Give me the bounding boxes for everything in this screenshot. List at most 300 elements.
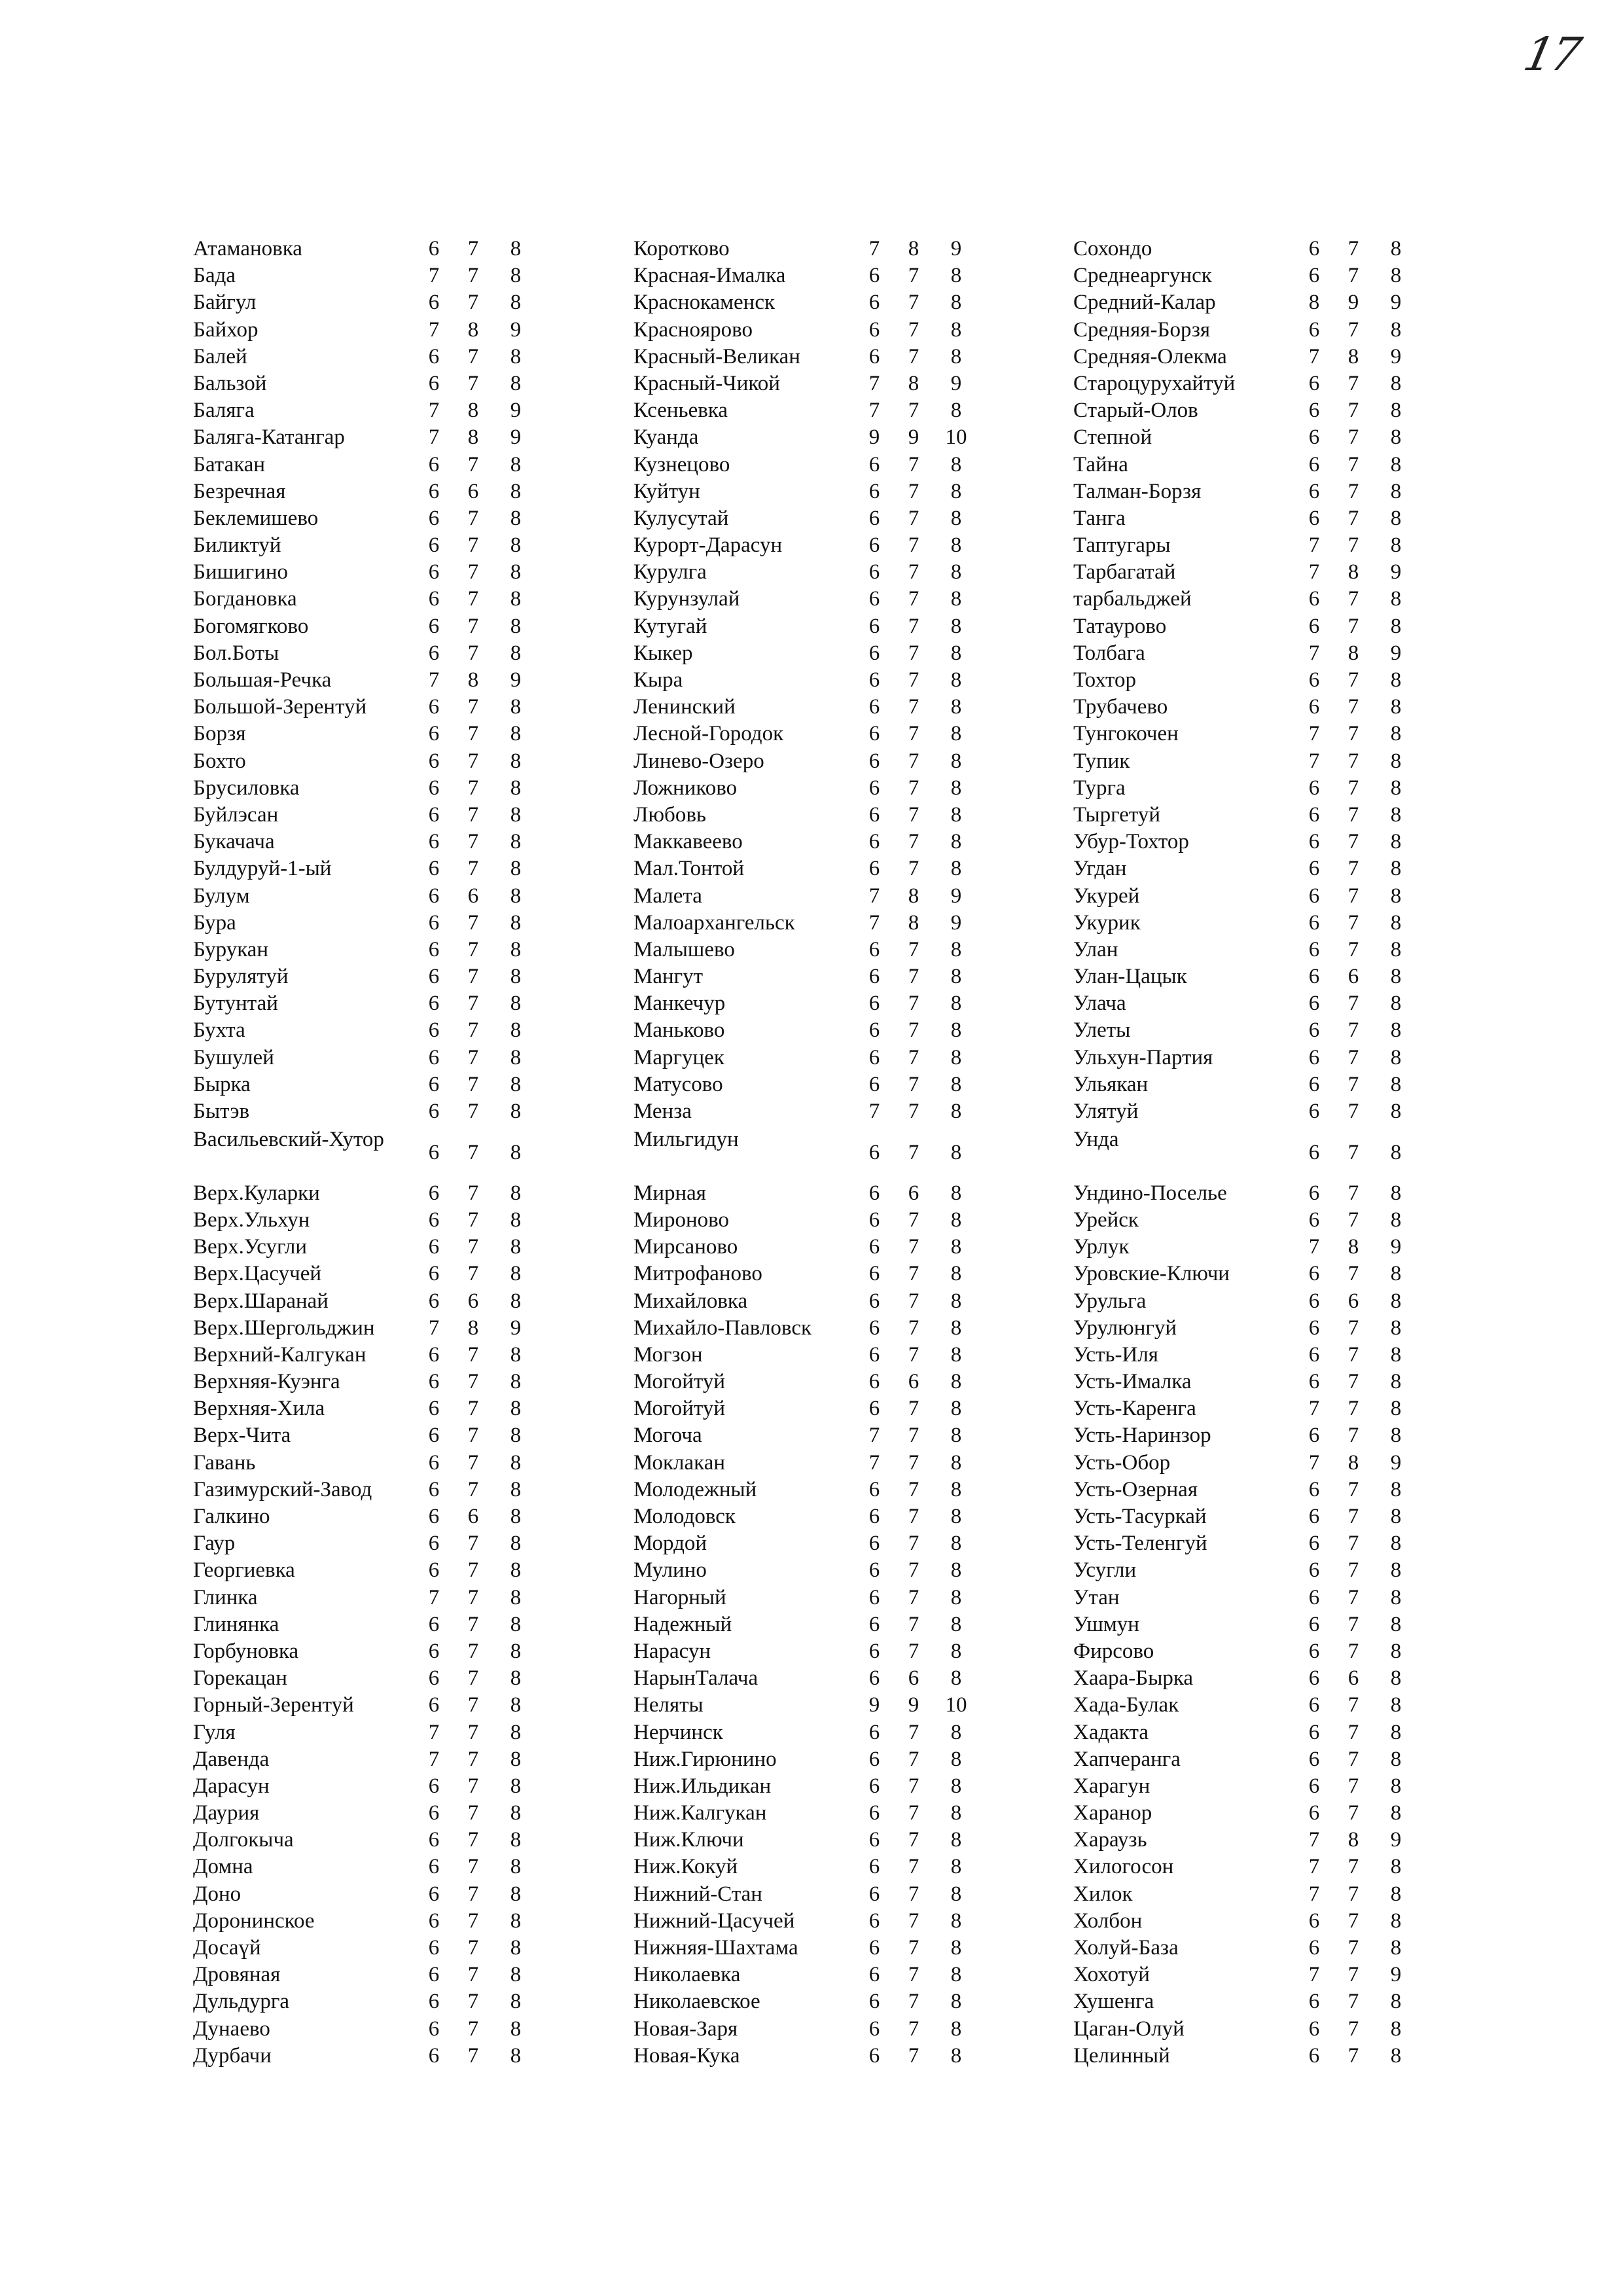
locality-name: Средний-Калар bbox=[1073, 291, 1216, 315]
table-row bbox=[633, 963, 1131, 990]
locality-name: Красный-Чикой bbox=[633, 371, 780, 395]
value-cell-1: 7 bbox=[428, 668, 440, 692]
value-cell-1: 6 bbox=[428, 802, 440, 827]
locality-name: Ундино-Поселье bbox=[1073, 1181, 1227, 1205]
value-cell-2: 7 bbox=[467, 291, 479, 315]
locality-name: Баляга bbox=[193, 399, 255, 423]
value-cell-2: 9 bbox=[908, 425, 919, 450]
value-cell-3: 8 bbox=[1390, 1181, 1402, 1205]
table-row bbox=[193, 1557, 690, 1584]
value-cell-2: 7 bbox=[467, 749, 479, 773]
table-row bbox=[193, 1530, 690, 1557]
locality-name: Верх.Шергольджин bbox=[193, 1316, 375, 1340]
table-row bbox=[633, 1477, 1131, 1503]
locality-name: Безречная bbox=[193, 479, 286, 503]
table-row bbox=[633, 1746, 1131, 1773]
value-cell-2: 7 bbox=[467, 1342, 479, 1367]
value-cell-1: 6 bbox=[868, 614, 880, 638]
table-row bbox=[1073, 937, 1571, 963]
value-cell-3: 9 bbox=[1390, 560, 1402, 584]
locality-name: Нижний-Стан bbox=[633, 1882, 762, 1906]
value-cell-3: 8 bbox=[1390, 506, 1402, 530]
locality-name: Моклакан bbox=[633, 1450, 726, 1475]
locality-name: Мулино bbox=[633, 1558, 707, 1583]
value-cell-1: 7 bbox=[868, 1424, 880, 1448]
value-cell-2: 7 bbox=[908, 1963, 919, 1987]
value-cell-1: 6 bbox=[868, 344, 880, 368]
value-cell-1: 6 bbox=[868, 291, 880, 315]
table-row bbox=[193, 424, 690, 451]
value-cell-3: 8 bbox=[950, 2043, 962, 2068]
table-row bbox=[1073, 1665, 1571, 1692]
value-cell-1: 6 bbox=[428, 722, 440, 746]
value-cell-1: 6 bbox=[868, 1141, 880, 1165]
locality-name: Бол.Боты bbox=[193, 641, 279, 665]
value-cell-3: 9 bbox=[1390, 1963, 1402, 1987]
table-row bbox=[633, 1638, 1131, 1665]
locality-name: Дарасун bbox=[193, 1774, 270, 1798]
locality-name: Доронинское bbox=[193, 1909, 315, 1933]
value-cell-3: 10 bbox=[945, 425, 967, 450]
locality-name: Тунгокочен bbox=[1073, 722, 1179, 746]
table-row bbox=[1073, 1854, 1571, 1880]
value-cell-3: 8 bbox=[1390, 264, 1402, 288]
table-row bbox=[1073, 1180, 1571, 1207]
value-cell-1: 6 bbox=[868, 1235, 880, 1259]
table-row bbox=[193, 262, 690, 289]
value-cell-3: 8 bbox=[510, 1801, 522, 1825]
value-cell-2: 7 bbox=[467, 1100, 479, 1123]
value-cell-3: 8 bbox=[510, 1235, 522, 1259]
value-cell-2: 7 bbox=[908, 264, 919, 288]
table-row bbox=[193, 1207, 690, 1234]
table-row bbox=[633, 397, 1131, 424]
value-cell-2: 7 bbox=[1347, 587, 1359, 611]
value-cell-1: 6 bbox=[868, 560, 880, 584]
value-cell-2: 8 bbox=[467, 399, 479, 423]
value-cell-3: 8 bbox=[510, 371, 522, 395]
value-cell-1: 6 bbox=[428, 1342, 440, 1367]
table-row bbox=[1073, 1773, 1571, 1800]
value-cell-3: 8 bbox=[510, 2043, 522, 2068]
value-cell-2: 7 bbox=[908, 1424, 919, 1448]
value-cell-2: 7 bbox=[467, 1072, 479, 1096]
value-cell-1: 6 bbox=[1308, 1342, 1320, 1367]
value-cell-2: 7 bbox=[908, 1990, 919, 2014]
locality-name: Михайло-Павловск bbox=[633, 1316, 812, 1340]
locality-name: Новая-Кука bbox=[633, 2043, 740, 2068]
value-cell-1: 6 bbox=[1308, 479, 1320, 503]
value-cell-3: 8 bbox=[950, 965, 962, 989]
value-cell-3: 8 bbox=[950, 802, 962, 827]
value-cell-1: 6 bbox=[1308, 264, 1320, 288]
locality-name: Долгокыча bbox=[193, 1828, 294, 1852]
value-cell-3: 8 bbox=[950, 1018, 962, 1043]
value-cell-1: 6 bbox=[868, 1855, 880, 1879]
value-cell-3: 9 bbox=[1390, 1450, 1402, 1475]
value-cell-1: 6 bbox=[1308, 1072, 1320, 1096]
locality-name: Усть-Наринзор bbox=[1073, 1424, 1211, 1448]
value-cell-1: 6 bbox=[868, 533, 880, 558]
locality-name: Красный-Великан bbox=[633, 344, 800, 368]
locality-name: Молодовск bbox=[633, 1505, 736, 1529]
value-cell-2: 6 bbox=[1347, 965, 1359, 989]
value-cell-1: 6 bbox=[1308, 1693, 1320, 1717]
value-cell-2: 7 bbox=[467, 1018, 479, 1043]
value-cell-2: 7 bbox=[1347, 1774, 1359, 1798]
table-row bbox=[193, 1261, 690, 1287]
value-cell-1: 6 bbox=[868, 1936, 880, 1960]
value-cell-3: 8 bbox=[950, 1342, 962, 1367]
value-cell-3: 8 bbox=[1390, 1936, 1402, 1960]
value-cell-3: 8 bbox=[510, 992, 522, 1016]
value-cell-1: 6 bbox=[428, 1208, 440, 1232]
locality-name: Мал.Тонтой bbox=[633, 857, 744, 881]
value-cell-3: 8 bbox=[510, 452, 522, 476]
value-cell-3: 8 bbox=[1390, 776, 1402, 800]
locality-name: Михайловка bbox=[633, 1289, 748, 1313]
value-cell-3: 9 bbox=[1390, 1828, 1402, 1852]
locality-name: Ульхун-Партия bbox=[1073, 1045, 1213, 1069]
locality-name: Ленинский bbox=[633, 695, 736, 719]
locality-name: Большая-Речка bbox=[193, 668, 332, 692]
value-cell-2: 7 bbox=[908, 965, 919, 989]
locality-name: Тайна bbox=[1073, 452, 1128, 476]
value-cell-3: 8 bbox=[510, 1072, 522, 1096]
value-cell-2: 8 bbox=[1347, 560, 1359, 584]
value-cell-2: 7 bbox=[467, 722, 479, 746]
table-row bbox=[633, 855, 1131, 882]
value-cell-2: 7 bbox=[908, 1450, 919, 1475]
table-row bbox=[633, 1988, 1131, 2015]
table-row bbox=[633, 532, 1131, 559]
value-cell-2: 7 bbox=[908, 1505, 919, 1529]
locality-name: Куйтун bbox=[633, 479, 700, 503]
locality-name: Борзя bbox=[193, 722, 246, 746]
value-cell-1: 6 bbox=[428, 1181, 440, 1205]
locality-name: Бада bbox=[193, 264, 236, 288]
value-cell-1: 6 bbox=[428, 614, 440, 638]
value-cell-2: 7 bbox=[1347, 1045, 1359, 1069]
page-number: 17 bbox=[1519, 27, 1584, 81]
value-cell-1: 7 bbox=[868, 910, 880, 935]
value-cell-2: 7 bbox=[1347, 1342, 1359, 1367]
value-cell-3: 8 bbox=[1390, 1018, 1402, 1043]
table-row bbox=[1073, 1827, 1571, 1854]
locality-name: Улача bbox=[1073, 992, 1126, 1016]
table-row bbox=[633, 1530, 1131, 1557]
value-cell-2: 7 bbox=[1347, 857, 1359, 881]
value-cell-3: 8 bbox=[510, 264, 522, 288]
locality-name: Бохто bbox=[193, 749, 246, 773]
table-row bbox=[633, 721, 1131, 747]
value-cell-3: 8 bbox=[1390, 992, 1402, 1016]
value-cell-1: 6 bbox=[428, 1909, 440, 1933]
value-cell-2: 9 bbox=[1347, 291, 1359, 315]
value-cell-3: 8 bbox=[1390, 1532, 1402, 1556]
locality-name: Могойтуй bbox=[633, 1370, 726, 1394]
value-cell-3: 8 bbox=[1390, 1774, 1402, 1798]
value-cell-2: 7 bbox=[1347, 1693, 1359, 1717]
value-cell-3: 8 bbox=[510, 1558, 522, 1583]
value-cell-1: 6 bbox=[1308, 1181, 1320, 1205]
table-row bbox=[193, 1773, 690, 1800]
value-cell-1: 7 bbox=[428, 1720, 440, 1744]
locality-name: Куанда bbox=[633, 425, 699, 450]
table-row bbox=[633, 1800, 1131, 1827]
value-cell-2: 6 bbox=[1347, 1289, 1359, 1313]
value-cell-2: 7 bbox=[467, 830, 479, 854]
value-cell-2: 7 bbox=[1347, 1882, 1359, 1906]
table-row bbox=[193, 2016, 690, 2043]
value-cell-3: 8 bbox=[950, 1720, 962, 1744]
locality-name: Досаүй bbox=[193, 1936, 261, 1960]
value-cell-1: 6 bbox=[1308, 1585, 1320, 1609]
table-row bbox=[193, 1071, 690, 1098]
value-cell-1: 6 bbox=[1308, 1990, 1320, 2014]
locality-name: Маргуцек bbox=[633, 1045, 724, 1069]
table-column-2 bbox=[633, 236, 1131, 2070]
value-cell-2: 7 bbox=[908, 1316, 919, 1340]
value-cell-2: 7 bbox=[908, 1532, 919, 1556]
value-cell-2: 7 bbox=[908, 1397, 919, 1421]
locality-name: Батакан bbox=[193, 452, 266, 476]
value-cell-3: 8 bbox=[1390, 668, 1402, 692]
locality-name: Ушмун bbox=[1073, 1612, 1139, 1636]
value-cell-2: 7 bbox=[908, 937, 919, 961]
value-cell-2: 7 bbox=[908, 1141, 919, 1165]
value-cell-1: 6 bbox=[1308, 399, 1320, 423]
table-row bbox=[633, 2016, 1131, 2043]
locality-name: Ульякан bbox=[1073, 1072, 1149, 1096]
locality-name: Домна bbox=[193, 1855, 253, 1879]
table-row bbox=[633, 775, 1131, 802]
value-cell-1: 6 bbox=[868, 1666, 880, 1691]
value-cell-2: 6 bbox=[908, 1181, 919, 1205]
table-row bbox=[633, 344, 1131, 370]
value-cell-2: 7 bbox=[467, 965, 479, 989]
table-row bbox=[1073, 829, 1571, 855]
table-row bbox=[633, 1611, 1131, 1638]
locality-name: Трубачево bbox=[1073, 695, 1168, 719]
value-cell-2: 7 bbox=[467, 1045, 479, 1069]
value-cell-1: 6 bbox=[868, 264, 880, 288]
value-cell-3: 8 bbox=[510, 1720, 522, 1744]
value-cell-3: 8 bbox=[950, 1477, 962, 1501]
value-cell-2: 7 bbox=[1347, 1141, 1359, 1165]
value-cell-2: 7 bbox=[467, 1990, 479, 2014]
value-cell-3: 8 bbox=[950, 1963, 962, 1987]
value-cell-1: 6 bbox=[1308, 1141, 1320, 1165]
table-row bbox=[1073, 1477, 1571, 1503]
value-cell-2: 8 bbox=[1347, 1828, 1359, 1852]
value-cell-2: 7 bbox=[908, 802, 919, 827]
locality-name: Кыкер bbox=[633, 641, 693, 665]
value-cell-2: 7 bbox=[467, 2017, 479, 2041]
table-row bbox=[1073, 1125, 1571, 1180]
value-cell-2: 7 bbox=[1347, 695, 1359, 719]
locality-name: Баляга-Катангар bbox=[193, 425, 345, 450]
value-cell-1: 6 bbox=[1308, 1666, 1320, 1691]
value-cell-2: 7 bbox=[908, 1747, 919, 1771]
value-cell-2: 7 bbox=[908, 992, 919, 1016]
table-row bbox=[633, 1422, 1131, 1449]
table-row bbox=[1073, 1881, 1571, 1908]
value-cell-3: 8 bbox=[1390, 1072, 1402, 1096]
value-cell-3: 8 bbox=[510, 506, 522, 530]
value-cell-3: 8 bbox=[950, 830, 962, 854]
value-cell-1: 6 bbox=[868, 802, 880, 827]
locality-name: Богомягково bbox=[193, 614, 309, 638]
value-cell-2: 7 bbox=[467, 802, 479, 827]
value-cell-3: 8 bbox=[1390, 1585, 1402, 1609]
value-cell-2: 6 bbox=[467, 1505, 479, 1529]
value-cell-1: 6 bbox=[868, 1801, 880, 1825]
value-cell-1: 6 bbox=[868, 452, 880, 476]
value-cell-3: 8 bbox=[510, 1505, 522, 1529]
value-cell-2: 7 bbox=[467, 264, 479, 288]
value-cell-1: 7 bbox=[428, 264, 440, 288]
locality-name: Бухта bbox=[193, 1018, 245, 1043]
locality-name: Ниж.Ключи bbox=[633, 1828, 744, 1852]
table-row bbox=[633, 1071, 1131, 1098]
value-cell-3: 8 bbox=[1390, 695, 1402, 719]
value-cell-3: 8 bbox=[950, 722, 962, 746]
locality-name: Усть-Тасуркай bbox=[1073, 1505, 1207, 1529]
table-row bbox=[193, 1369, 690, 1395]
value-cell-3: 8 bbox=[1390, 1289, 1402, 1313]
value-cell-3: 8 bbox=[950, 1100, 962, 1123]
locality-name: Верх.Цасучей bbox=[193, 1262, 322, 1286]
value-cell-3: 8 bbox=[1390, 802, 1402, 827]
table-row bbox=[1073, 1962, 1571, 1988]
locality-name: Менза bbox=[633, 1100, 692, 1123]
value-cell-1: 7 bbox=[868, 237, 880, 260]
value-cell-3: 8 bbox=[950, 668, 962, 692]
locality-name: Глинка bbox=[193, 1585, 258, 1609]
value-cell-3: 8 bbox=[510, 587, 522, 611]
value-cell-1: 6 bbox=[1308, 1558, 1320, 1583]
locality-name: НарынТалача bbox=[633, 1666, 758, 1691]
value-cell-1: 6 bbox=[428, 1963, 440, 1987]
table-row bbox=[1073, 424, 1571, 451]
table-row bbox=[633, 1854, 1131, 1880]
value-cell-1: 6 bbox=[1308, 2043, 1320, 2068]
value-cell-1: 6 bbox=[428, 1882, 440, 1906]
value-cell-3: 8 bbox=[510, 884, 522, 908]
value-cell-2: 6 bbox=[908, 1370, 919, 1394]
value-cell-1: 6 bbox=[428, 1505, 440, 1529]
value-cell-3: 8 bbox=[510, 1882, 522, 1906]
value-cell-3: 8 bbox=[950, 1801, 962, 1825]
value-cell-2: 7 bbox=[908, 1720, 919, 1744]
value-cell-2: 7 bbox=[1347, 2043, 1359, 2068]
value-cell-3: 8 bbox=[950, 452, 962, 476]
value-cell-2: 7 bbox=[1347, 264, 1359, 288]
table-row bbox=[1073, 1234, 1571, 1261]
value-cell-1: 6 bbox=[1308, 452, 1320, 476]
value-cell-3: 8 bbox=[1390, 479, 1402, 503]
value-cell-1: 6 bbox=[1308, 1477, 1320, 1501]
value-cell-3: 9 bbox=[950, 910, 962, 935]
value-cell-1: 6 bbox=[868, 1370, 880, 1394]
value-cell-3: 8 bbox=[510, 695, 522, 719]
value-cell-1: 6 bbox=[868, 1639, 880, 1663]
value-cell-3: 8 bbox=[510, 857, 522, 881]
locality-name: Георгиевка bbox=[193, 1558, 295, 1583]
value-cell-2: 7 bbox=[908, 1936, 919, 1960]
locality-name: Убур-Тохтор bbox=[1073, 830, 1189, 854]
value-cell-2: 7 bbox=[467, 1181, 479, 1205]
table-row bbox=[1073, 2016, 1571, 2043]
value-cell-1: 6 bbox=[1308, 1370, 1320, 1394]
value-cell-2: 7 bbox=[908, 2043, 919, 2068]
value-cell-2: 7 bbox=[1347, 1532, 1359, 1556]
value-cell-1: 6 bbox=[428, 2017, 440, 2041]
value-cell-1: 6 bbox=[1308, 425, 1320, 450]
value-cell-3: 8 bbox=[510, 1666, 522, 1691]
locality-name: Миронoво bbox=[633, 1208, 730, 1232]
value-cell-2: 7 bbox=[467, 1585, 479, 1609]
table-row bbox=[1073, 963, 1571, 990]
value-cell-1: 7 bbox=[1308, 641, 1320, 665]
value-cell-1: 7 bbox=[1308, 1855, 1320, 1879]
value-cell-1: 6 bbox=[428, 910, 440, 935]
value-cell-1: 6 bbox=[1308, 1316, 1320, 1340]
value-cell-3: 8 bbox=[510, 1612, 522, 1636]
value-cell-3: 10 bbox=[945, 1693, 967, 1717]
locality-name: Усть-Озерная bbox=[1073, 1477, 1198, 1501]
value-cell-1: 6 bbox=[1308, 1100, 1320, 1123]
value-cell-2: 7 bbox=[467, 2043, 479, 2068]
locality-name: Бишигино bbox=[193, 560, 289, 584]
value-cell-2: 7 bbox=[908, 399, 919, 423]
value-cell-1: 6 bbox=[1308, 668, 1320, 692]
value-cell-1: 7 bbox=[1308, 1450, 1320, 1475]
value-cell-3: 8 bbox=[950, 264, 962, 288]
value-cell-3: 8 bbox=[510, 1532, 522, 1556]
value-cell-1: 6 bbox=[868, 587, 880, 611]
value-cell-2: 7 bbox=[908, 1342, 919, 1367]
locality-name: тарбальджей bbox=[1073, 587, 1192, 611]
value-cell-2: 8 bbox=[1347, 1450, 1359, 1475]
value-cell-3: 8 bbox=[950, 1909, 962, 1933]
value-cell-1: 6 bbox=[868, 749, 880, 773]
value-cell-3: 8 bbox=[950, 2017, 962, 2041]
locality-name: Краснoярово bbox=[633, 317, 753, 342]
locality-name: Усугли bbox=[1073, 1558, 1137, 1583]
table-row bbox=[633, 802, 1131, 829]
locality-name: Ксеньевка bbox=[633, 399, 728, 423]
value-cell-1: 6 bbox=[428, 1639, 440, 1663]
value-cell-1: 6 bbox=[868, 1342, 880, 1367]
locality-name: Бурулятуй bbox=[193, 965, 289, 989]
value-cell-1: 6 bbox=[868, 1774, 880, 1798]
value-cell-3: 8 bbox=[950, 344, 962, 368]
value-cell-3: 8 bbox=[950, 1936, 962, 1960]
value-cell-2: 7 bbox=[908, 1018, 919, 1043]
table-row bbox=[193, 667, 690, 694]
value-cell-2: 7 bbox=[467, 641, 479, 665]
locality-name: Кутугай bbox=[633, 614, 707, 638]
value-cell-2: 7 bbox=[467, 452, 479, 476]
value-cell-2: 7 bbox=[1347, 1720, 1359, 1744]
value-cell-2: 6 bbox=[467, 1289, 479, 1313]
locality-name: Галкино bbox=[193, 1505, 270, 1529]
value-cell-2: 7 bbox=[908, 1208, 919, 1232]
value-cell-1: 7 bbox=[1308, 722, 1320, 746]
value-cell-2: 7 bbox=[908, 1045, 919, 1069]
